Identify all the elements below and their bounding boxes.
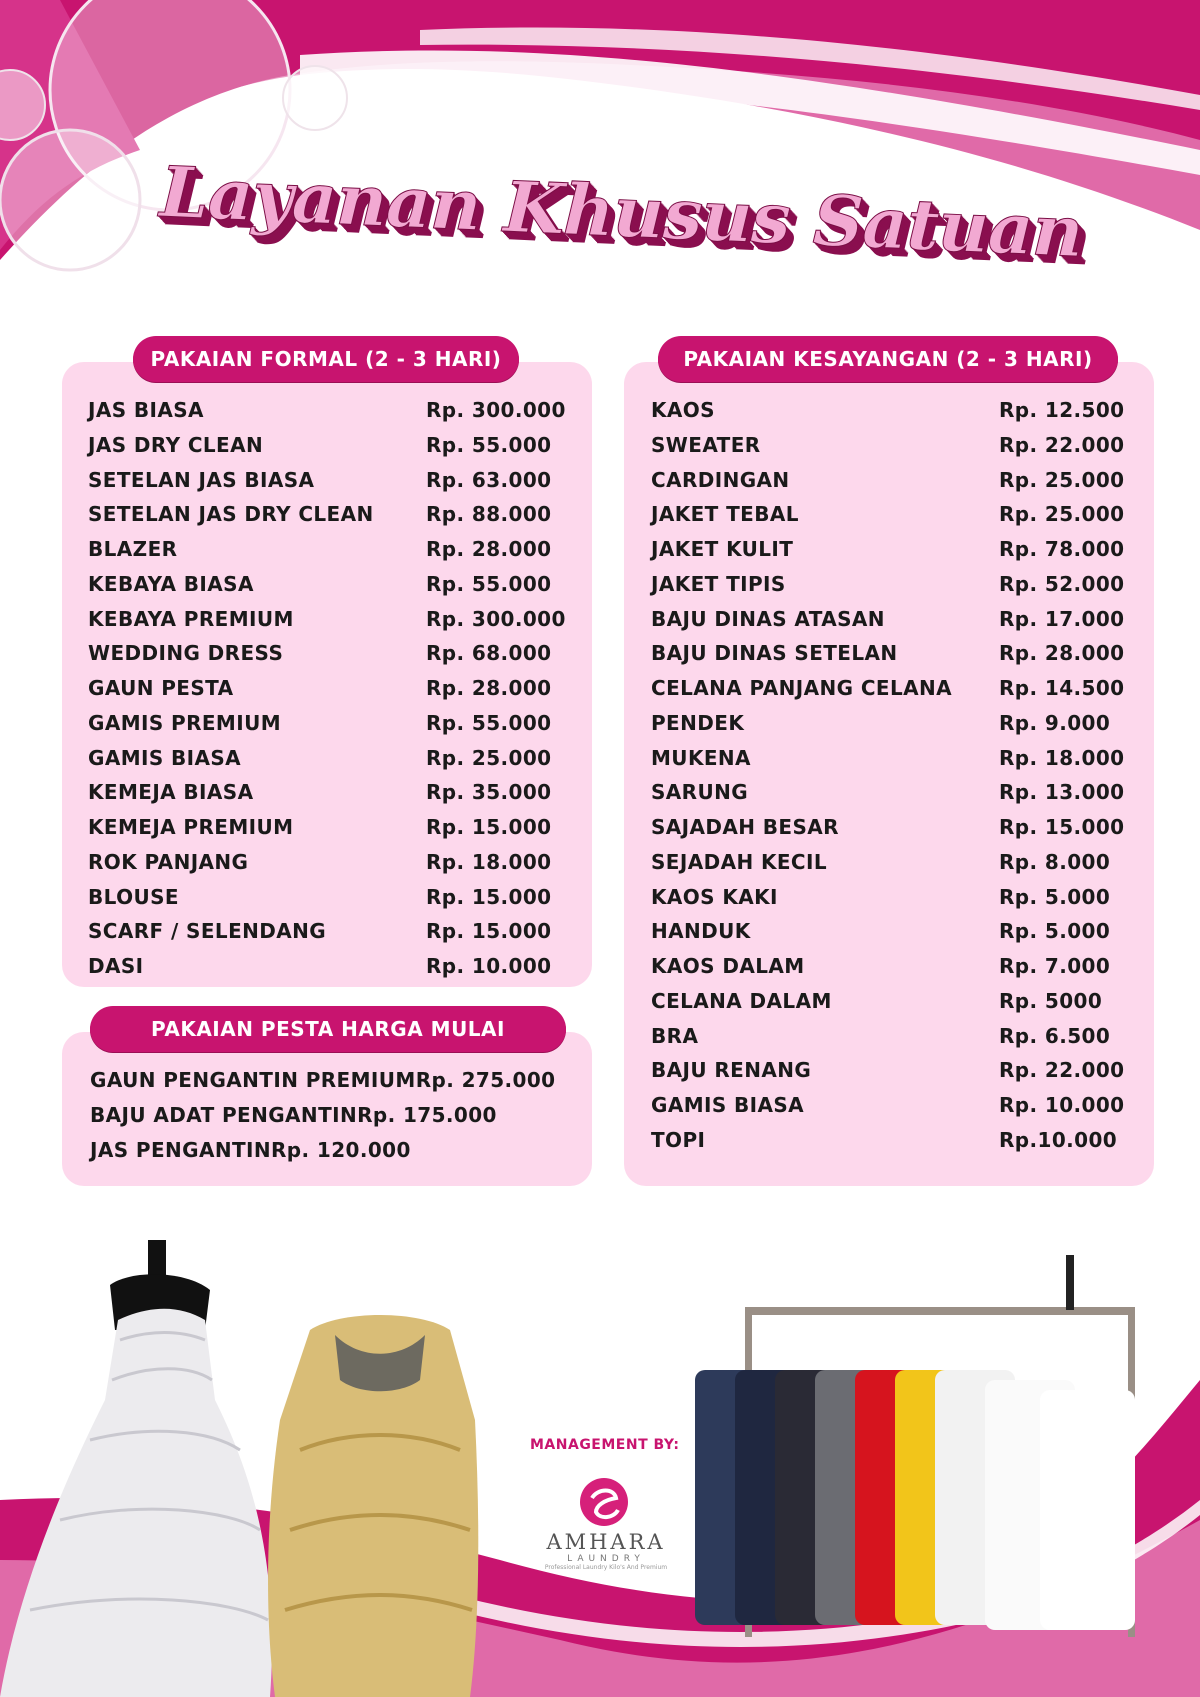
item-price: Rp. 300.000 [426,398,566,422]
item-name: GAMIS BIASA [651,1093,805,1117]
item-name: SETELAN JAS DRY CLEAN [88,502,374,527]
pesta-list-item: GAUN PENGANTIN PREMIUMRp. 275.000 [90,1068,556,1092]
item-name: BRA [651,1023,699,1048]
item-name: KEBAYA BIASA [88,571,254,596]
item-name: JAS DRY CLEAN [88,432,264,457]
item-name: WEDDING DRESS [88,641,284,666]
item-price: Rp. 5.000 [999,919,1111,944]
kesayangan-list-item [651,914,1151,949]
kesayangan-header: PAKAIAN KESAYANGAN (2 - 3 HARI) [658,336,1118,382]
formal-list-item [88,636,588,671]
formal-list-item [88,567,588,602]
management-label: MANAGEMENT BY: [530,1437,680,1453]
amhara-logo [536,1470,676,1571]
item-price: Rp. 300.000 [426,606,566,631]
item-name: JAKET KULIT [651,537,794,561]
item-name: CELANA PANJANG CELANA [651,676,952,700]
bubble [283,66,347,130]
item-name: GAMIS PREMIUM [88,710,282,735]
item-price: Rp. 22.000 [999,1058,1125,1083]
item-price: Rp.10.000 [999,1127,1118,1152]
item-name: HANDUK [651,919,751,944]
kesayangan-list-item [651,463,1151,498]
item-name: JAS BIASA [88,398,204,422]
wedding-dress-illustration [0,1240,272,1697]
kesayangan-list-item [651,393,1151,428]
item-name: KEMEJA PREMIUM [88,815,294,839]
item-name: KAOS DALAM [651,954,805,978]
logo-name: AMHARA [546,1530,666,1554]
item-name: KAOS [651,398,715,422]
kesayangan-list-item [651,1053,1151,1088]
item-price: Rp. 55.000 [426,710,552,735]
kesayangan-list-item [651,845,1151,880]
kesayangan-list-item [651,602,1151,637]
kesayangan-list-item [651,984,1151,1019]
kesayangan-list-item [651,706,1151,741]
item-price: Rp. 14.500 [999,676,1125,700]
item-price: Rp. 15.000 [999,815,1125,839]
item-name: TOPI [651,1127,706,1152]
formal-list-item [88,463,588,498]
formal-list-item [88,880,588,915]
item-price: Rp. 18.000 [999,745,1125,770]
item-name: KEBAYA PREMIUM [88,606,294,631]
kesayangan-price-list [651,393,1151,1158]
formal-list-item [88,428,588,463]
item-name: SEJADAH KECIL [651,849,827,874]
kesayangan-list-item [651,671,1151,706]
kesayangan-list-item [651,1088,1151,1123]
item-price: Rp. 12.500 [999,398,1125,422]
item-name: SWEATER [651,432,761,457]
formal-list-item [88,949,588,984]
item-price: Rp. 10.000 [999,1093,1125,1117]
formal-header: PAKAIAN FORMAL (2 - 3 HARI) [133,336,519,382]
kebaya-illustration [268,1315,478,1697]
item-price: Rp. 15.000 [426,884,552,909]
formal-list-item [88,671,588,706]
formal-list-item [88,602,588,637]
pesta-header: PAKAIAN PESTA HARGA MULAI [90,1006,566,1052]
item-name: JAKET TEBAL [651,502,799,527]
formal-list-item [88,497,588,532]
item-name: SARUNG [651,780,749,805]
kesayangan-list-item [651,636,1151,671]
item-price: Rp. 28.000 [426,537,552,561]
item-name: CELANA DALAM [651,988,832,1013]
item-price: Rp. 88.000 [426,502,552,527]
item-price: Rp. 13.000 [999,780,1125,805]
item-name: BLOUSE [88,884,179,909]
item-name: KEMEJA BIASA [88,780,254,805]
formal-list-item [88,393,588,428]
item-name: SCARF / SELENDANG [88,919,327,944]
kesayangan-list-item [651,1019,1151,1054]
kesayangan-list-item [651,567,1151,602]
formal-list-item [88,532,588,567]
pesta-list-item: BAJU ADAT PENGANTINRp. 175.000 [90,1102,497,1127]
item-price: Rp. 63.000 [426,467,552,492]
item-name: BAJU DINAS ATASAN [651,606,885,631]
kesayangan-list-item [651,880,1151,915]
kesayangan-list-item [651,775,1151,810]
kesayangan-list-item [651,810,1151,845]
item-price: Rp. 35.000 [426,780,552,805]
item-price: Rp. 5000 [999,988,1103,1013]
item-price: Rp. 18.000 [426,849,552,874]
item-name: SETELAN JAS BIASA [88,467,315,492]
item-price: Rp. 68.000 [426,641,552,666]
item-price: Rp. 25.000 [999,502,1125,527]
item-price: Rp. 6.500 [999,1023,1111,1048]
kesayangan-list-item [651,741,1151,776]
item-price: Rp. 78.000 [999,537,1125,561]
kesayangan-list-item [651,1123,1151,1158]
item-price: Rp. 15.000 [426,919,552,944]
logo-sub: LAUNDRY [567,1554,645,1564]
item-name: PENDEK [651,710,745,735]
item-price: Rp. 52.000 [999,571,1125,596]
formal-list-item [88,741,588,776]
formal-price-list [88,393,588,984]
formal-list-item [88,810,588,845]
formal-list-item [88,775,588,810]
item-name: MUKENA [651,745,751,770]
item-name: CARDINGAN [651,467,790,492]
item-name: ROK PANJANG [88,849,249,874]
item-price: Rp. 55.000 [426,432,552,457]
item-name: SAJADAH BESAR [651,815,839,839]
kesayangan-list-item [651,949,1151,984]
pesta-price-list [90,1063,555,1167]
kesayangan-list-item [651,532,1151,567]
item-price: Rp. 55.000 [426,571,552,596]
item-name: GAMIS BIASA [88,745,242,770]
pesta-list-item: JAS PENGANTINRp. 120.000 [90,1137,411,1162]
item-name: GAUN PESTA [88,676,234,700]
item-price: Rp. 15.000 [426,815,552,839]
item-name: JAKET TIPIS [651,571,786,596]
clothes-rack-illustration [695,1255,1135,1637]
item-name: DASI [88,954,144,978]
item-price: Rp. 17.000 [999,606,1125,631]
item-name: KAOS KAKI [651,884,778,909]
logo-tagline: Professional Laundry Kilo's And Premium [544,1564,668,1571]
item-price: Rp. 25.000 [426,745,552,770]
item-price: Rp. 22.000 [999,432,1125,457]
item-price: Rp. 25.000 [999,467,1125,492]
item-name: BAJU DINAS SETELAN [651,641,898,666]
formal-list-item [88,706,588,741]
item-name: BLAZER [88,537,178,561]
item-price: Rp. 7.000 [999,954,1111,978]
item-price: Rp. 10.000 [426,954,552,978]
formal-list-item [88,845,588,880]
item-price: Rp. 5.000 [999,884,1111,909]
item-name: BAJU RENANG [651,1058,812,1083]
bubble [0,130,140,270]
item-price: Rp. 9.000 [999,710,1111,735]
kesayangan-list-item [651,428,1151,463]
kesayangan-list-item [651,497,1151,532]
item-price: Rp. 8.000 [999,849,1111,874]
item-price: Rp. 28.000 [999,641,1125,666]
formal-list-item [88,914,588,949]
page-title: Layanan Khusus Satuan [158,150,1085,274]
item-price: Rp. 28.000 [426,676,552,700]
